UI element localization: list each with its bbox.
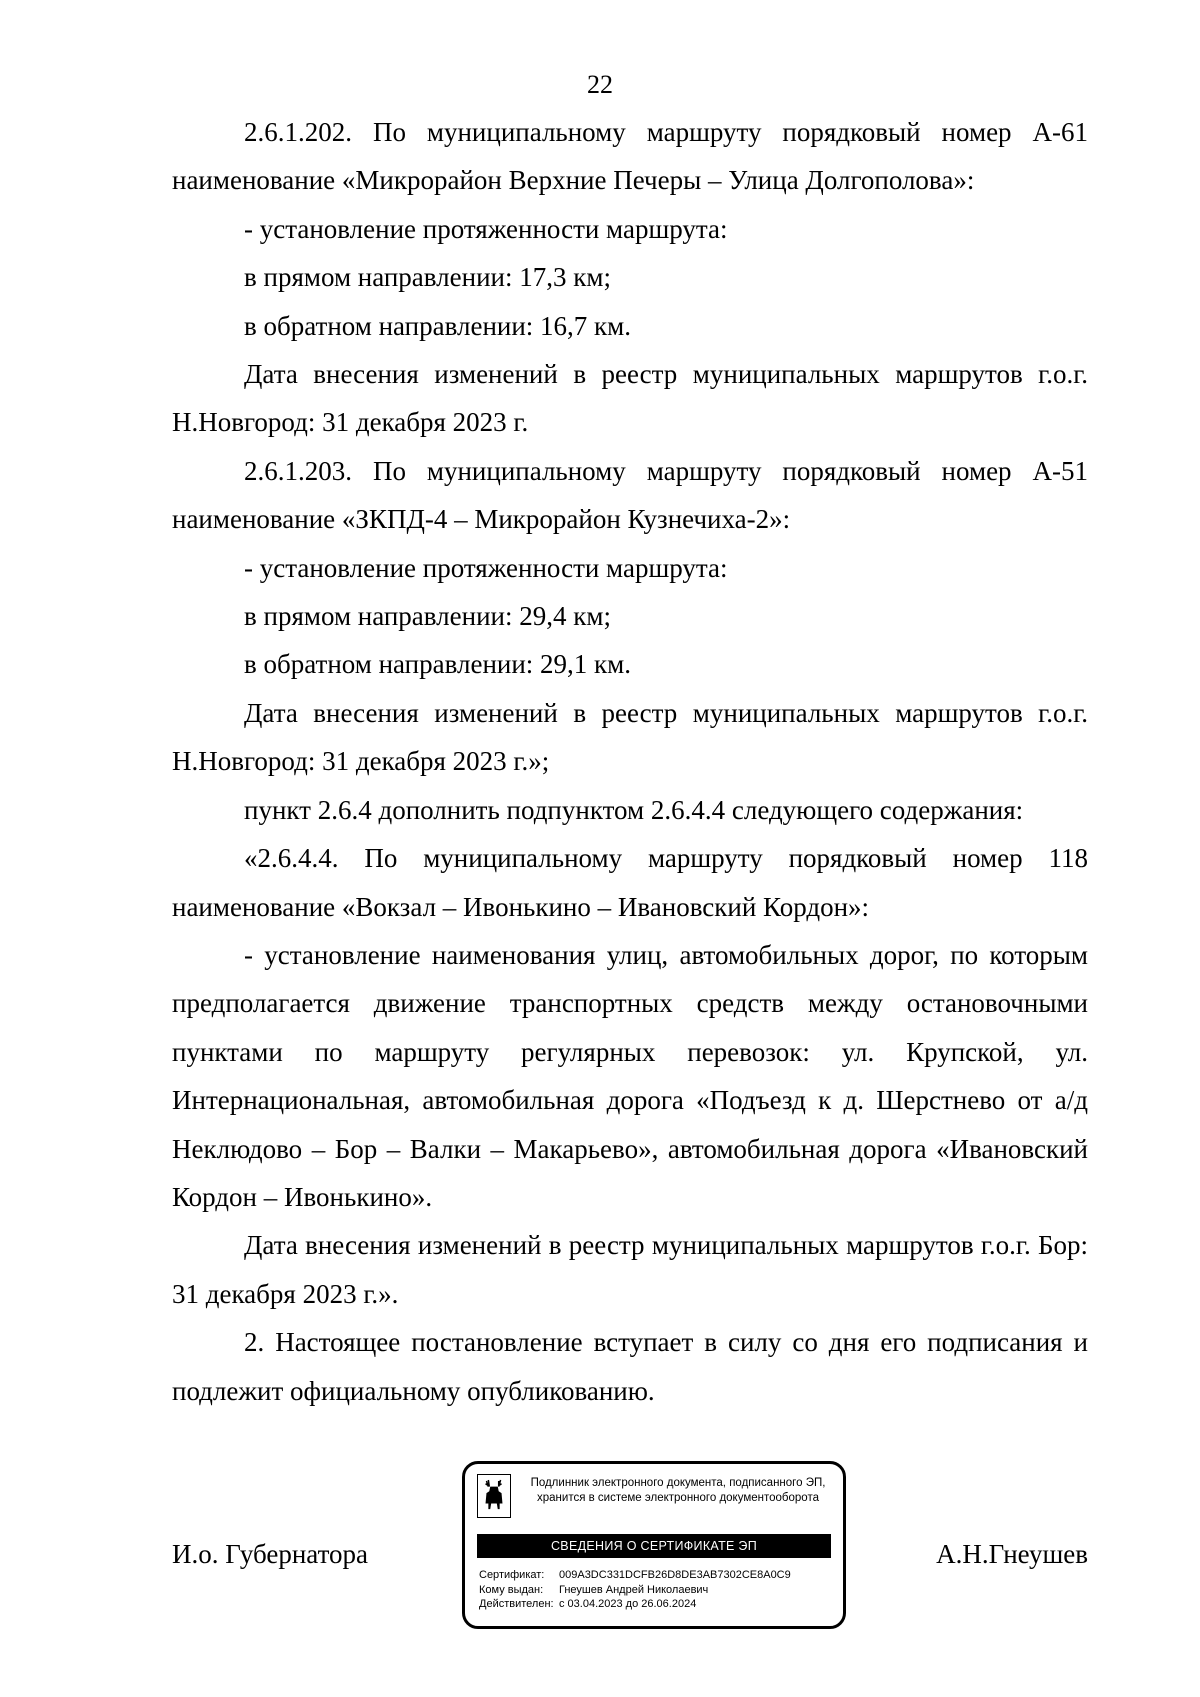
stamp-note-line: Подлинник электронного документа, подписанного ЭП,	[530, 1477, 826, 1489]
document-body	[172, 108, 1088, 1415]
certificate-value: 009A3DC331DCFB26D8DE3AB7302CE8A0C9	[559, 1569, 791, 1581]
list-item: в прямом направлении: 29,4 км;	[244, 601, 611, 632]
paragraph-2-6-1-202: 2.6.1.202. По муниципальному маршруту порядковый номер А-61 наименование «Микрорайон Верхние Печеры – Улица Долгополова»:	[172, 117, 1088, 196]
valid-label: Действителен:	[479, 1598, 554, 1610]
paragraph-registry-date: Дата внесения изменений в реестр муниципальных маршрутов г.о.г. Н.Новгород: 31 декабря 2023 г.	[172, 359, 1088, 438]
stamp-note-line: хранится в системе электронного документооборота	[537, 1492, 819, 1504]
paragraph-registry-date: Дата внесения изменений в реестр муниципальных маршрутов г.о.г. Н.Новгород: 31 декабря 2023 г.»;	[172, 697, 1088, 777]
list-item: в обратном направлении: 16,7 км.	[244, 310, 632, 341]
page-number: 22	[587, 70, 613, 99]
certificate-row	[479, 1568, 833, 1583]
certificate-row	[479, 1583, 833, 1598]
certificate-details	[479, 1568, 833, 1612]
signatory-name: А.Н.Гнеушев	[936, 1539, 1088, 1569]
certificate-row	[479, 1597, 833, 1612]
list-item: - установление протяженности маршрута:	[244, 213, 728, 244]
paragraph-2-6-4-4: «2.6.4.4. По муниципальному маршруту порядковый номер 118 наименование «Вокзал – Ивонькино – Ивановский Кордон»:	[172, 843, 1088, 922]
paragraph-effective: 2. Настоящее постановление вступает в силу со дня его подписания и подлежит официальному опубликованию.	[172, 1327, 1088, 1406]
list-item: в прямом направлении: 17,3 км;	[244, 262, 611, 293]
signatory-role: И.о. Губернатора	[172, 1539, 369, 1569]
electronic-signature-stamp	[462, 1461, 846, 1629]
paragraph-registry-date: Дата внесения изменений в реестр муниципальных маршрутов г.о.г. Бор: 31 декабря 2023 г.».	[172, 1230, 1088, 1309]
certificate-header: СВЕДЕНИЯ О СЕРТИФИКАТЕ ЭП	[477, 1534, 831, 1558]
certificate-label: Сертификат:	[479, 1569, 545, 1581]
deer-emblem-icon	[477, 1474, 511, 1518]
paragraph-streets: - установление наименования улиц, автомобильных дорог, по которым предполагается движение транспортных средств между остановочными пунктами по маршруту регулярных перевозок: ул. Крупской, ул. Интернациональная, автомобильная дорога «Подъезд к д. Шерстнево от а/д Неклюдово – Бор – Валки – Макарьево», автомобильная дорога «Ивановский Кордон – Ивонькино».	[172, 939, 1088, 1212]
list-item: в обратном направлении: 29,1 км.	[244, 649, 632, 680]
list-item: - установление протяженности маршрута:	[244, 552, 728, 583]
paragraph-2-6-1-203: 2.6.1.203. По муниципальному маршруту порядковый номер А-51 наименование «ЗКПД-4 – Микрорайон Кузнечиха-2»:	[172, 455, 1088, 535]
stamp-note	[515, 1476, 841, 1506]
valid-value: с 03.04.2023 до 26.06.2024	[559, 1598, 697, 1610]
issued-to-label: Кому выдан:	[479, 1583, 544, 1596]
paragraph-amendment: пункт 2.6.4 дополнить подпунктом 2.6.4.4 следующего содержания:	[244, 794, 1024, 825]
issued-to-value: Гнеушев Андрей Николаевич	[559, 1583, 709, 1596]
